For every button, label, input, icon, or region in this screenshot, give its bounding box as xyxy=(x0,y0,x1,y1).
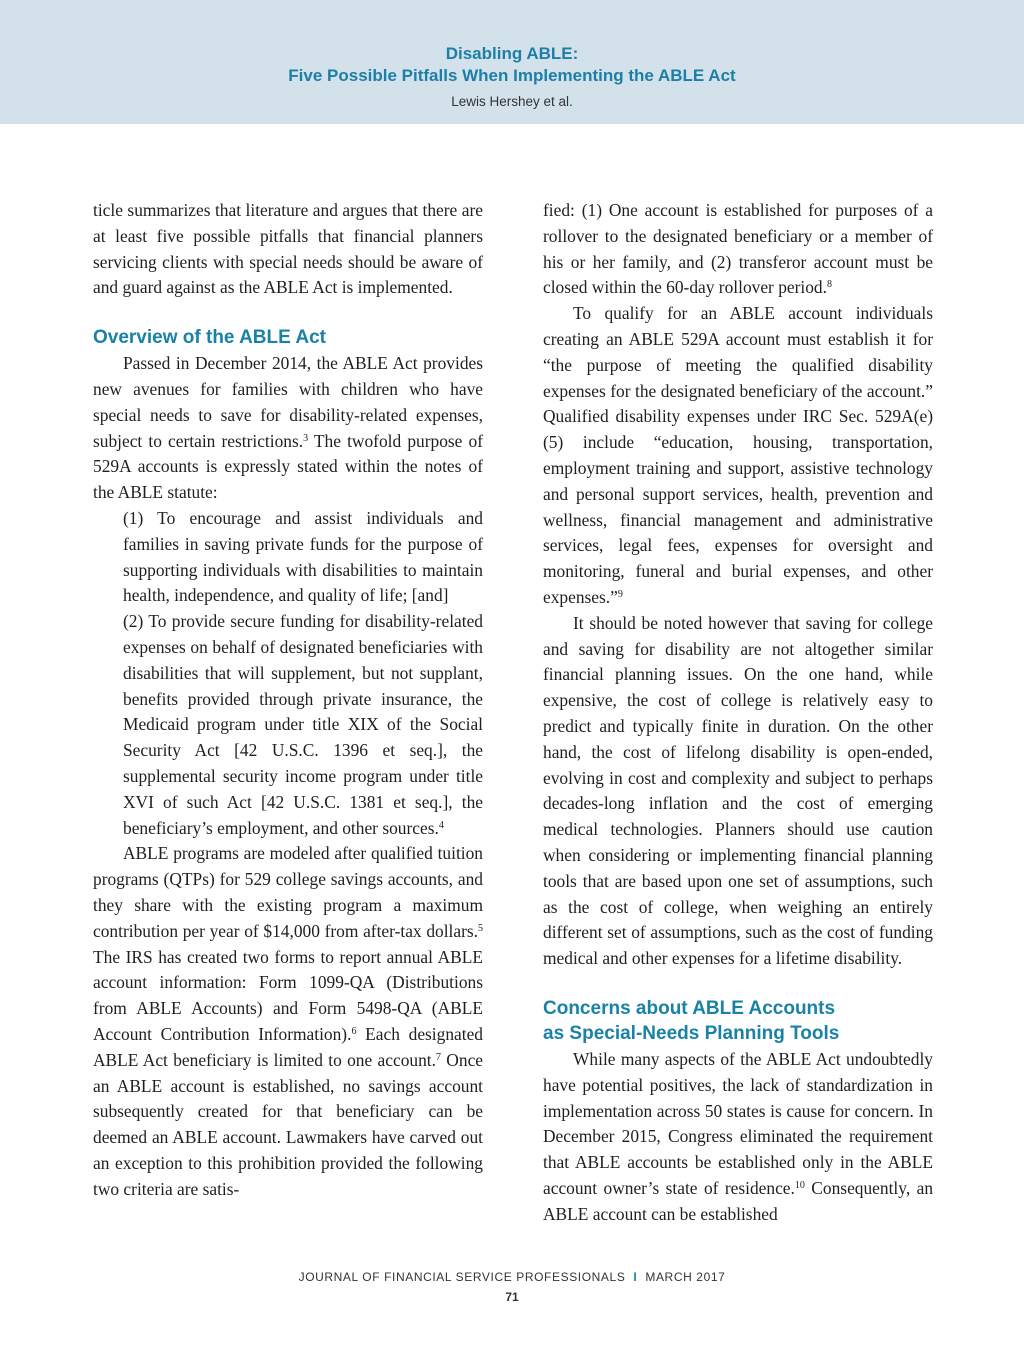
header-authors: Lewis Hershey et al. xyxy=(451,94,573,109)
section-heading-concerns: Concerns about ABLE Accounts as Special-Needs Planning Tools xyxy=(543,997,840,1044)
header-title-line2: Five Possible Pitfalls When Implementing the ABLE Act xyxy=(288,66,736,85)
right-column xyxy=(543,198,933,1227)
footnote-ref: 9 xyxy=(617,588,623,600)
footnote-ref: 7 xyxy=(435,1051,441,1063)
paragraph-qualify: To qualify for an ABLE account individuals creating an ABLE 529A account must establish it for “the purpose of meeting the qualified disability expenses for the designated beneficiary of the account.” Qualified disability expenses under IRC Sec. 529A(e)(5) include “education, housing, transportation, employment training and support, assistive technology and personal support services, health, prevention and wellness, financial management and administrative services, legal fees, expenses for oversight and monitoring, funeral and burial expenses, and other expenses.”$^9$ xyxy=(543,303,933,607)
paragraph-continued: fied: (1) One account is established for purposes of a rollover to the designated beneficiary or a member of his or her family, and (2) transferor account must be closed within the 60-day rollover period.$^8$ xyxy=(543,200,933,298)
footnote-ref: 10 xyxy=(794,1179,805,1191)
page-number: 71 xyxy=(505,1290,519,1304)
paragraph-able-act-passed: Passed in December 2014, the ABLE Act provides new avenues for families with children who have special needs to save for disability-related expenses, subject to certain restrictions.$^3$ The twofold purpose of 529A accounts is expressly stated within the notes of the ABLE statute: xyxy=(93,353,483,503)
running-header xyxy=(0,0,1024,124)
footer-journal: JOURNAL OF FINANCIAL SERVICE PROFESSIONALS xyxy=(298,1270,626,1284)
left-column xyxy=(93,198,483,1202)
footer-date: MARCH 2017 xyxy=(645,1270,726,1284)
footer-separator: I xyxy=(633,1270,638,1284)
footnote-ref: 5 xyxy=(478,922,483,934)
block-quote-purpose-2: (2) To provide secure funding for disability-related expenses on behalf of designated beneficiaries with disabilities that will supplement, but not supplant, benefits provided through private insurance, the Medicaid program under title XIX of the Social Security Act [42 U.S.C. 1396 et seq.], the supplemental security income program under title XVI of such Act [42 U.S.C. 1381 et seq.], the beneficiary’s employment, and other sources.$^4$ xyxy=(123,611,483,838)
footnote-ref: 3 xyxy=(303,432,309,444)
footnote-ref: 8 xyxy=(826,279,832,291)
header-title-line1: Disabling ABLE: xyxy=(445,44,579,63)
block-quote-purpose-1: (1) To encourage and assist individuals and families in saving private funds for the purpose of supporting individuals with disabilities to maintain health, independence, and quality of life; [and] xyxy=(123,507,483,606)
paragraph-concerns: While many aspects of the ABLE Act undoubtedly have potential positives, the lack of standardization in implementation across 50 states is cause for concern. In December 2015, Congress eliminated the requirement that ABLE accounts be established only in the ABLE account owner’s state of residence.$^{10}$ Consequently, an ABLE account can be established xyxy=(543,1048,934,1224)
section-heading-overview: Overview of the ABLE Act xyxy=(93,327,326,349)
paragraph-able-programs: ABLE programs are modeled after qualified tuition programs (QTPs) for 529 college savings accounts, and they share with the existing program a maximum contribution per year of $14,000 from after-tax dollars.$^5$ The IRS has created two forms to report annual ABLE account information: Form 1099-QA (Distributions from ABLE Accounts) and Form 5498-QA (ABLE Account Contribution Information).$^6$ Each designated ABLE Act beneficiary is limited to one account.$^7$ Once an ABLE account is established, no savings account subsequently created for that beneficiary can be deemed an ABLE account. Lawmakers have carved out an exception to this prohibition provided the following two criteria are satis- xyxy=(93,843,484,1199)
paragraph-college-vs-disability: It should be noted however that saving for college and saving for disability are not altogether similar financial planning issues. On the one hand, while expensive, the cost of college is relatively easy to predict and typically finite in duration. On the other hand, the cost of lifelong disability is open-ended, evolving in cost and complexity and subject to perhaps decades-long inflation and the cost of emerging medical technologies. Planners should use caution when considering or implementing financial planning tools that are based upon one set of assumptions, such as the cost of college, when weighing an entirely different set of assumptions, such as the cost of funding medical and other expenses for a lifetime disability. xyxy=(543,612,933,969)
intro-paragraph: ticle summarizes that literature and argues that there are at least five possible pitfalls that financial planners servicing clients with special needs should be aware of and guard against as the ABLE Act is implemented. xyxy=(93,200,483,298)
running-footer xyxy=(0,1270,1024,1284)
footnote-ref: 6 xyxy=(351,1025,357,1037)
footnote-ref: 4 xyxy=(438,819,444,831)
